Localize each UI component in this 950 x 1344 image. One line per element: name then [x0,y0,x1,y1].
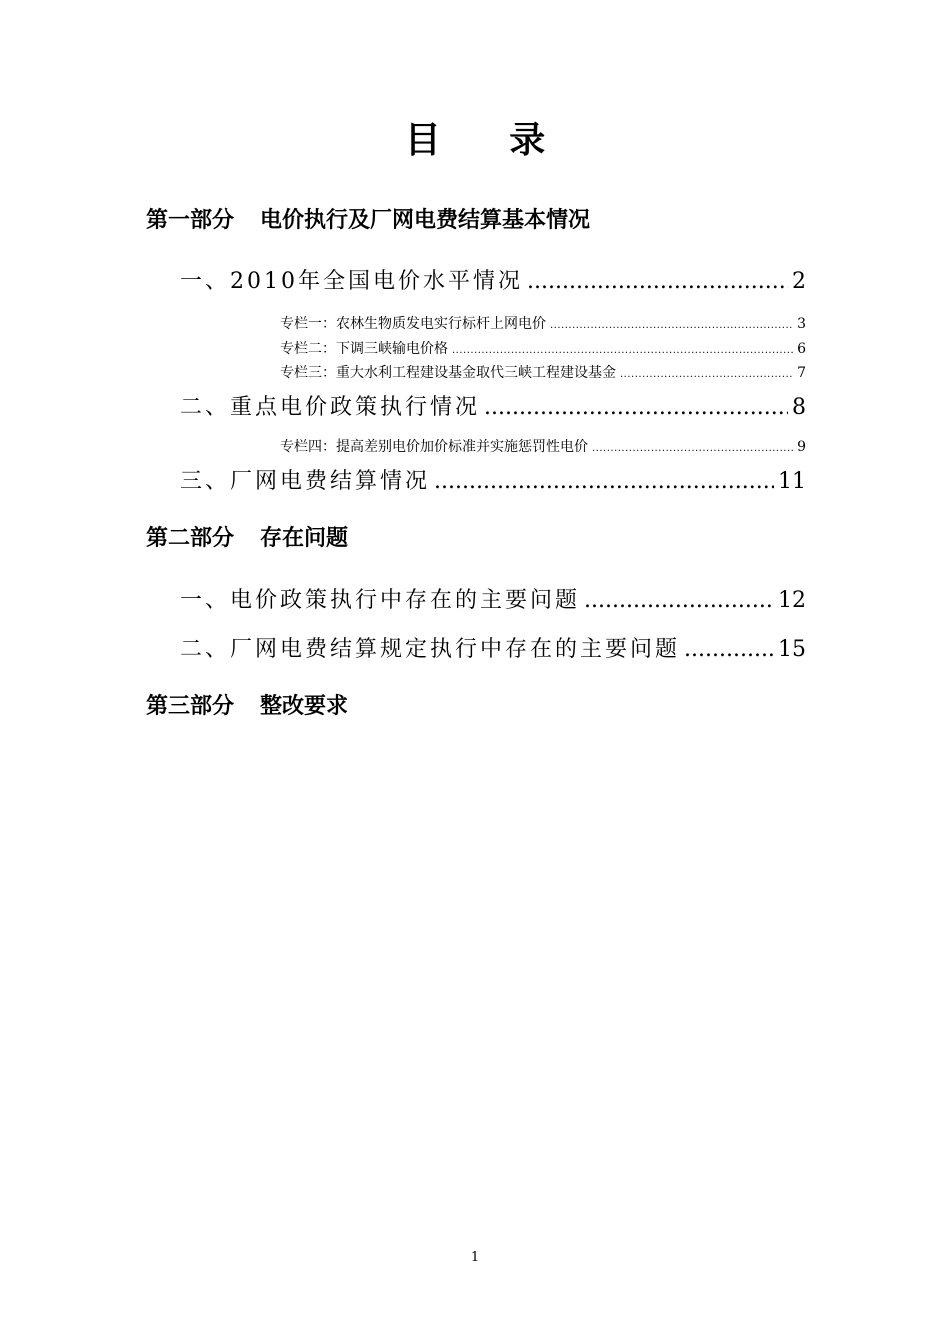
toc-column-label: 专栏二：下调三峡输电价格 [280,341,448,357]
toc-leader-dots [584,588,774,613]
toc-entry-policy-problems[interactable] [180,583,806,614]
toc-leader-dots [452,345,793,356]
toc-entry-key-policy[interactable] [180,390,806,421]
toc-leader-dots [527,269,788,294]
toc-leader-dots [434,469,774,494]
part-title: 存在问题 [260,525,349,551]
toc-column-label: 专栏三：重大水利工程建设基金取代三峡工程建设基金 [280,365,616,381]
toc-leader-dots [550,320,793,331]
toc-page-number: 12 [778,588,806,613]
toc-entry-settlement[interactable] [180,464,806,495]
toc-page-number: 8 [792,395,806,420]
toc-leader-dots [592,443,793,454]
part-label: 第二部分 [146,525,235,551]
toc-leader-dots [620,369,793,380]
toc-column-4[interactable] [280,436,806,456]
toc-part-2[interactable] [146,521,348,552]
part-title: 整改要求 [260,693,349,719]
toc-entry-label: 二、重点电价政策执行情况 [180,395,481,420]
page-title: 目 录 [404,119,574,161]
toc-column-2[interactable] [280,338,806,358]
toc-page-number: 7 [797,365,806,381]
toc-entry-label: 三、厂网电费结算情况 [180,469,431,494]
toc-leader-dots [684,637,774,662]
toc-page-number: 15 [778,637,806,662]
footer-page-number: 1 [470,1250,480,1265]
toc-page-number: 2 [792,269,806,294]
toc-column-label: 专栏一：农林生物质发电实行标杆上网电价 [280,316,546,332]
toc-part-1[interactable] [146,203,590,234]
toc-entry-label: 一、电价政策执行中存在的主要问题 [180,588,581,613]
toc-entry-label: 二、厂网电费结算规定执行中存在的主要问题 [180,637,681,662]
toc-page-number: 9 [797,439,806,455]
toc-column-3[interactable] [280,362,806,382]
toc-page-number: 6 [797,341,806,357]
part-title: 电价执行及厂网电费结算基本情况 [260,207,591,233]
toc-part-3[interactable] [146,689,348,720]
toc-page-number: 3 [797,316,806,332]
part-label: 第三部分 [146,693,235,719]
toc-leader-dots [484,395,788,420]
toc-column-label: 专栏四：提高差别电价加价标准并实施惩罚性电价 [280,439,588,455]
toc-entry-settlement-problems[interactable] [180,632,806,663]
toc-column-1[interactable] [280,313,806,333]
toc-page-number: 11 [778,469,806,494]
toc-entry-label: 一、2010年全国电价水平情况 [180,269,523,294]
part-label: 第一部分 [146,207,235,233]
toc-entry-national-price-level[interactable] [180,264,806,295]
